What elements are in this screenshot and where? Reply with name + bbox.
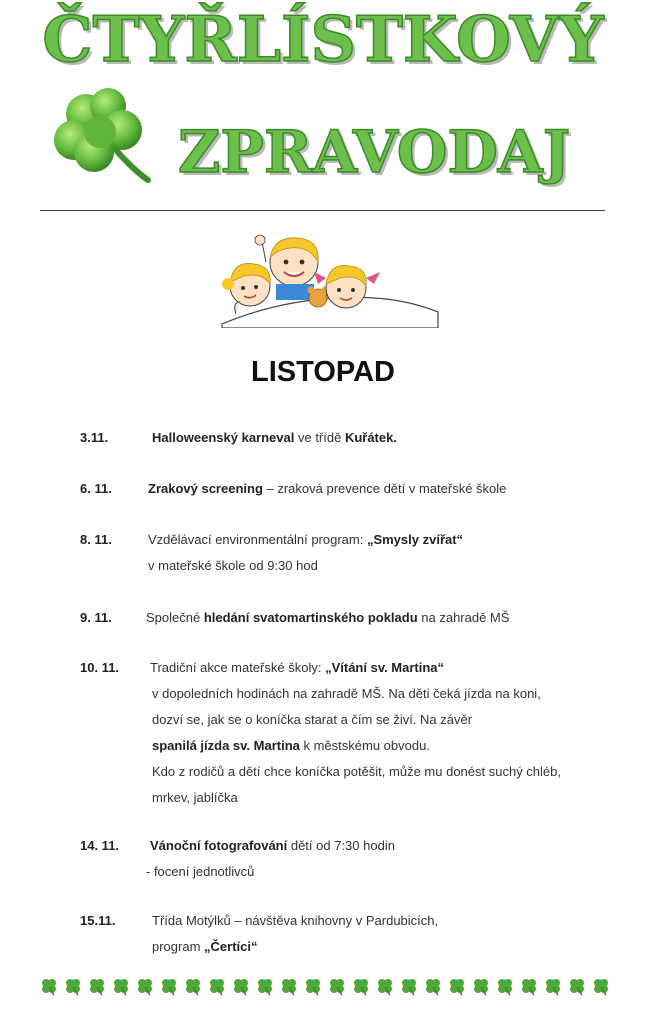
event-date: 14. 11. [80, 838, 120, 853]
small-clover-icon [424, 978, 442, 996]
event-text-line [150, 838, 395, 853]
small-clover-icon [400, 978, 418, 996]
small-clover-icon [280, 978, 298, 996]
event-text-line [152, 939, 258, 954]
small-clover-icon [328, 978, 346, 996]
event-text-line [152, 430, 397, 445]
event-text-bold: spanilá jízda sv. Martina [152, 738, 300, 753]
event-text-line [148, 558, 318, 573]
event-date: 8. 11. [80, 532, 112, 547]
event-text: v mateřské škole od 9:30 hod [148, 558, 318, 573]
event-text-line [150, 660, 444, 675]
event-text-bold: Halloweenský karneval [152, 430, 295, 445]
event-text: Kdo z rodičů a dětí chce koníčka potěšit, může mu donést suchý chléb, [152, 764, 561, 779]
masthead-title-line1: ČTYŘLÍSTKOVÝ [42, 2, 604, 76]
event-text: na zahradě MŠ [417, 610, 510, 625]
event-text-line [146, 610, 509, 625]
event-text: Třída Motýlků – návštěva knihovny v Pardubicích, [152, 913, 439, 928]
event-text-line [148, 532, 463, 547]
small-clover-icon [64, 978, 82, 996]
event-text: ve třídě [294, 430, 345, 445]
event-text-bold: Zrakový screening [148, 481, 263, 496]
small-clover-icon [40, 978, 58, 996]
event-date: 6. 11. [80, 481, 112, 496]
four-leaf-clover-icon [50, 88, 158, 186]
event-text-line [152, 712, 472, 727]
small-clover-icon [256, 978, 274, 996]
event-text-line [152, 790, 238, 805]
event-text-bold: „Vítání sv. Martina“ [325, 660, 445, 675]
event-text: v dopoledních hodinách na zahradě MŠ. Na děti čeká jízda na koni, [152, 686, 541, 701]
children-peeking-illustration [214, 232, 444, 328]
event-text: - focení jednotlivců [146, 864, 255, 879]
event-date: 10. 11. [80, 660, 120, 675]
small-clover-icon [376, 978, 394, 996]
small-clover-icon [568, 978, 586, 996]
event-text: Společné [146, 610, 204, 625]
header-divider [40, 210, 605, 211]
event-text: Tradiční akce mateřské školy: [150, 660, 326, 675]
event-text: – zraková prevence dětí v mateřské škole [262, 481, 507, 496]
masthead-title-line2: ZPRAVODAJ [178, 118, 571, 186]
month-title: LISTOPAD [251, 356, 395, 388]
small-clover-icon [520, 978, 538, 996]
small-clover-icon [208, 978, 226, 996]
event-text: program [152, 939, 205, 954]
small-clover-icon [304, 978, 322, 996]
event-text-line [152, 764, 561, 779]
event-date: 3.11. [80, 430, 109, 445]
small-clover-icon [88, 978, 106, 996]
event-text: k městskému obvodu. [299, 738, 430, 753]
event-text-line [148, 481, 506, 496]
small-clover-icon [136, 978, 154, 996]
event-date: 15.11. [80, 913, 116, 928]
event-text-line [152, 686, 541, 701]
event-text-line [152, 738, 430, 753]
event-text: mrkev, jablíčka [152, 790, 238, 805]
small-clover-icon [592, 978, 610, 996]
event-text: dětí od 7:30 hodin [287, 838, 395, 853]
small-clover-icon [472, 978, 490, 996]
event-text-bold: Vánoční fotografování [150, 838, 288, 853]
event-text-bold: hledání svatomartinského pokladu [203, 610, 418, 625]
small-clover-icon [232, 978, 250, 996]
event-text-bold: „Smysly zvířat“ [366, 532, 464, 547]
event-date: 9. 11. [80, 610, 112, 625]
small-clover-icon [160, 978, 178, 996]
event-text-line [146, 864, 254, 879]
small-clover-icon [544, 978, 562, 996]
footer-clover-row [40, 978, 616, 996]
event-text: dozví se, jak se o koníčka starat a čím se živí. Na závěr [152, 712, 473, 727]
event-text-line [152, 913, 438, 928]
small-clover-icon [448, 978, 466, 996]
small-clover-icon [496, 978, 514, 996]
event-text-bold: „Čertíci“ [204, 939, 258, 954]
small-clover-icon [184, 978, 202, 996]
small-clover-icon [352, 978, 370, 996]
event-text-bold: Kuřátek. [344, 430, 397, 445]
small-clover-icon [112, 978, 130, 996]
event-text: Vzdělávací environmentální program: [148, 532, 367, 547]
